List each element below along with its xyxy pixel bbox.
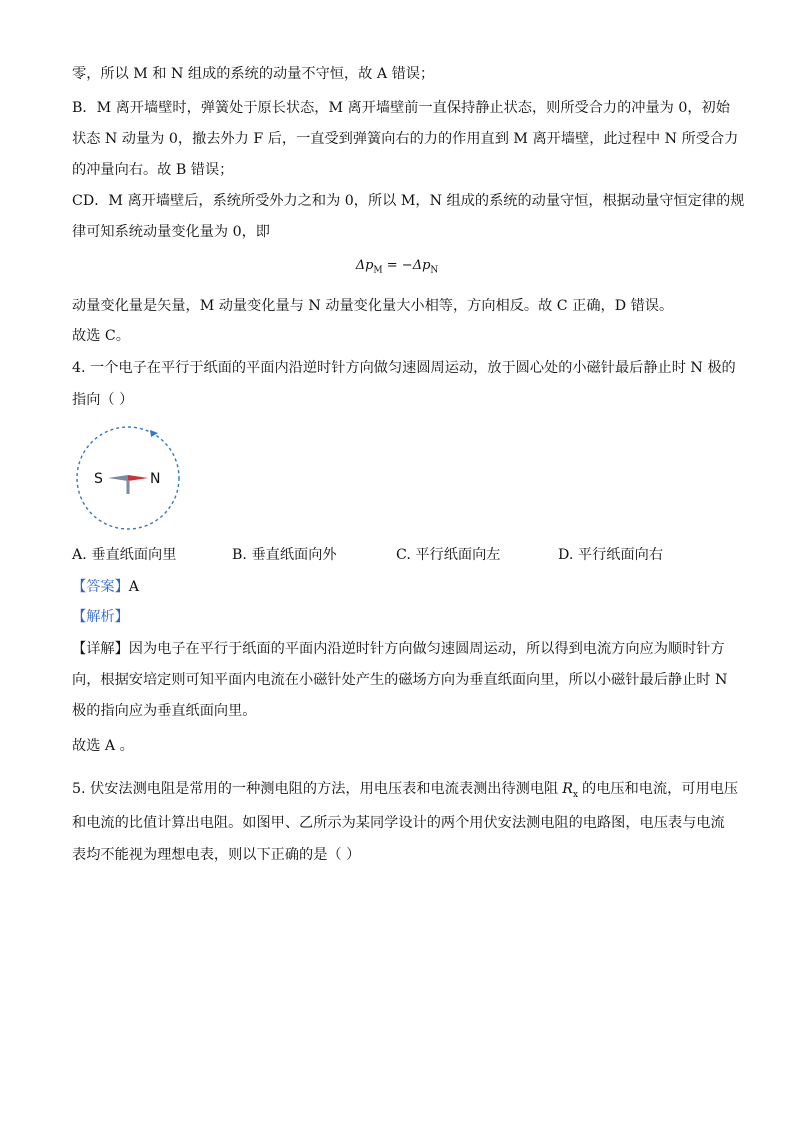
formula-lhs: Δp <box>355 258 374 273</box>
formula-lhs-sub: M <box>373 265 383 276</box>
analysis-line <box>72 607 732 627</box>
question-4-stem-cont: 指向（ ） <box>72 392 134 408</box>
paragraph-line: 状态 N 动量为 0，撤去外力 F 后，一直受到弹簧向右的力的作用直到 M 离开墙壁，此过程中 N 所受合力 <box>72 131 739 147</box>
option-c: C. 平行纸面向左 <box>396 547 501 563</box>
paragraph-line: 零，所以 M 和 N 组成的系统的动量不守恒，故 A 错误； <box>72 66 435 82</box>
needle-pivot <box>127 480 130 494</box>
south-pole-label: S <box>94 471 103 487</box>
paragraph-line: CD．M 离开墙壁后，系统所受外力之和为 0，所以 M，N 组成的系统的动量守恒，根据动量守恒定律的规 <box>72 193 745 209</box>
formula-rhs-sub: N <box>430 265 439 276</box>
q4-conclusion: 故选 A 。 <box>72 738 134 754</box>
answer-line <box>72 577 732 597</box>
question-5-stem-cont-2: 表均不能视为理想电表，则以下正确的是（ ） <box>72 847 361 863</box>
option-d: D. 平行纸面向右 <box>558 547 664 563</box>
detail-text: 因为电子在平行于纸面的平面内沿逆时针方向做匀速圆周运动，所以得到电流方向应为顺时针方 <box>128 641 725 657</box>
conclusion-line: 故选 C。 <box>72 328 130 344</box>
answer-tag: 【答案】 <box>72 579 129 595</box>
needle-south-half <box>108 475 128 481</box>
answer-value: A <box>128 579 140 595</box>
needle-north-half <box>128 475 148 481</box>
paragraph-line: 动量变化量是矢量，M 动量变化量与 N 动量变化量大小相等，方向相反。故 C 正确，D 错误。 <box>72 298 674 314</box>
paragraph-line: 律可知系统动量变化量为 0，即 <box>72 224 270 240</box>
question-5-stem <box>72 779 739 805</box>
detail-tag: 【详解】 <box>72 641 129 657</box>
detail-line-2: 向，根据安培定则可知平面内电流在小磁针处产生的磁场方向为垂直纸面向里，所以小磁针最后静止时 N <box>72 672 728 688</box>
rx-subscript: x <box>572 789 579 800</box>
rx-symbol: R <box>562 781 573 797</box>
detail-line-3: 极的指向应为垂直纸面向里。 <box>72 703 257 719</box>
analysis-tag: 【解析】 <box>72 609 129 625</box>
magnet-circle-figure <box>72 424 184 532</box>
paragraph-line: 的冲量向右。故 B 错误； <box>72 162 234 178</box>
q5-text-b: 的电压和电流，可用电压 <box>582 781 739 797</box>
momentum-formula <box>0 258 794 276</box>
formula-mid: = −Δp <box>382 258 431 273</box>
option-a: A. 垂直纸面向里 <box>72 547 177 563</box>
q5-text-a: 5. 伏安法测电阻是常用的一种测电阻的方法，用电压表和电流表测出待测电阻 <box>72 781 559 797</box>
paragraph-line: B．M 离开墙壁时，弹簧处于原长状态，M 离开墙壁前一直保持静止状态，则所受合力的冲量为 0，初始 <box>72 100 730 116</box>
circle-diagram <box>72 424 184 532</box>
question-5-stem-cont: 和电流的比值计算出电阻。如图甲、乙所示为某同学设计的两个用伏安法测电阻的电路图，电压表与电流 <box>72 815 725 831</box>
option-b: B. 垂直纸面向外 <box>232 547 337 563</box>
detail-line <box>72 639 732 659</box>
north-pole-label: N <box>150 471 161 487</box>
question-4-stem: 4. 一个电子在平行于纸面的平面内沿逆时针方向做匀速圆周运动，放于圆心处的小磁针最后静止时 N 极的 <box>72 360 736 376</box>
